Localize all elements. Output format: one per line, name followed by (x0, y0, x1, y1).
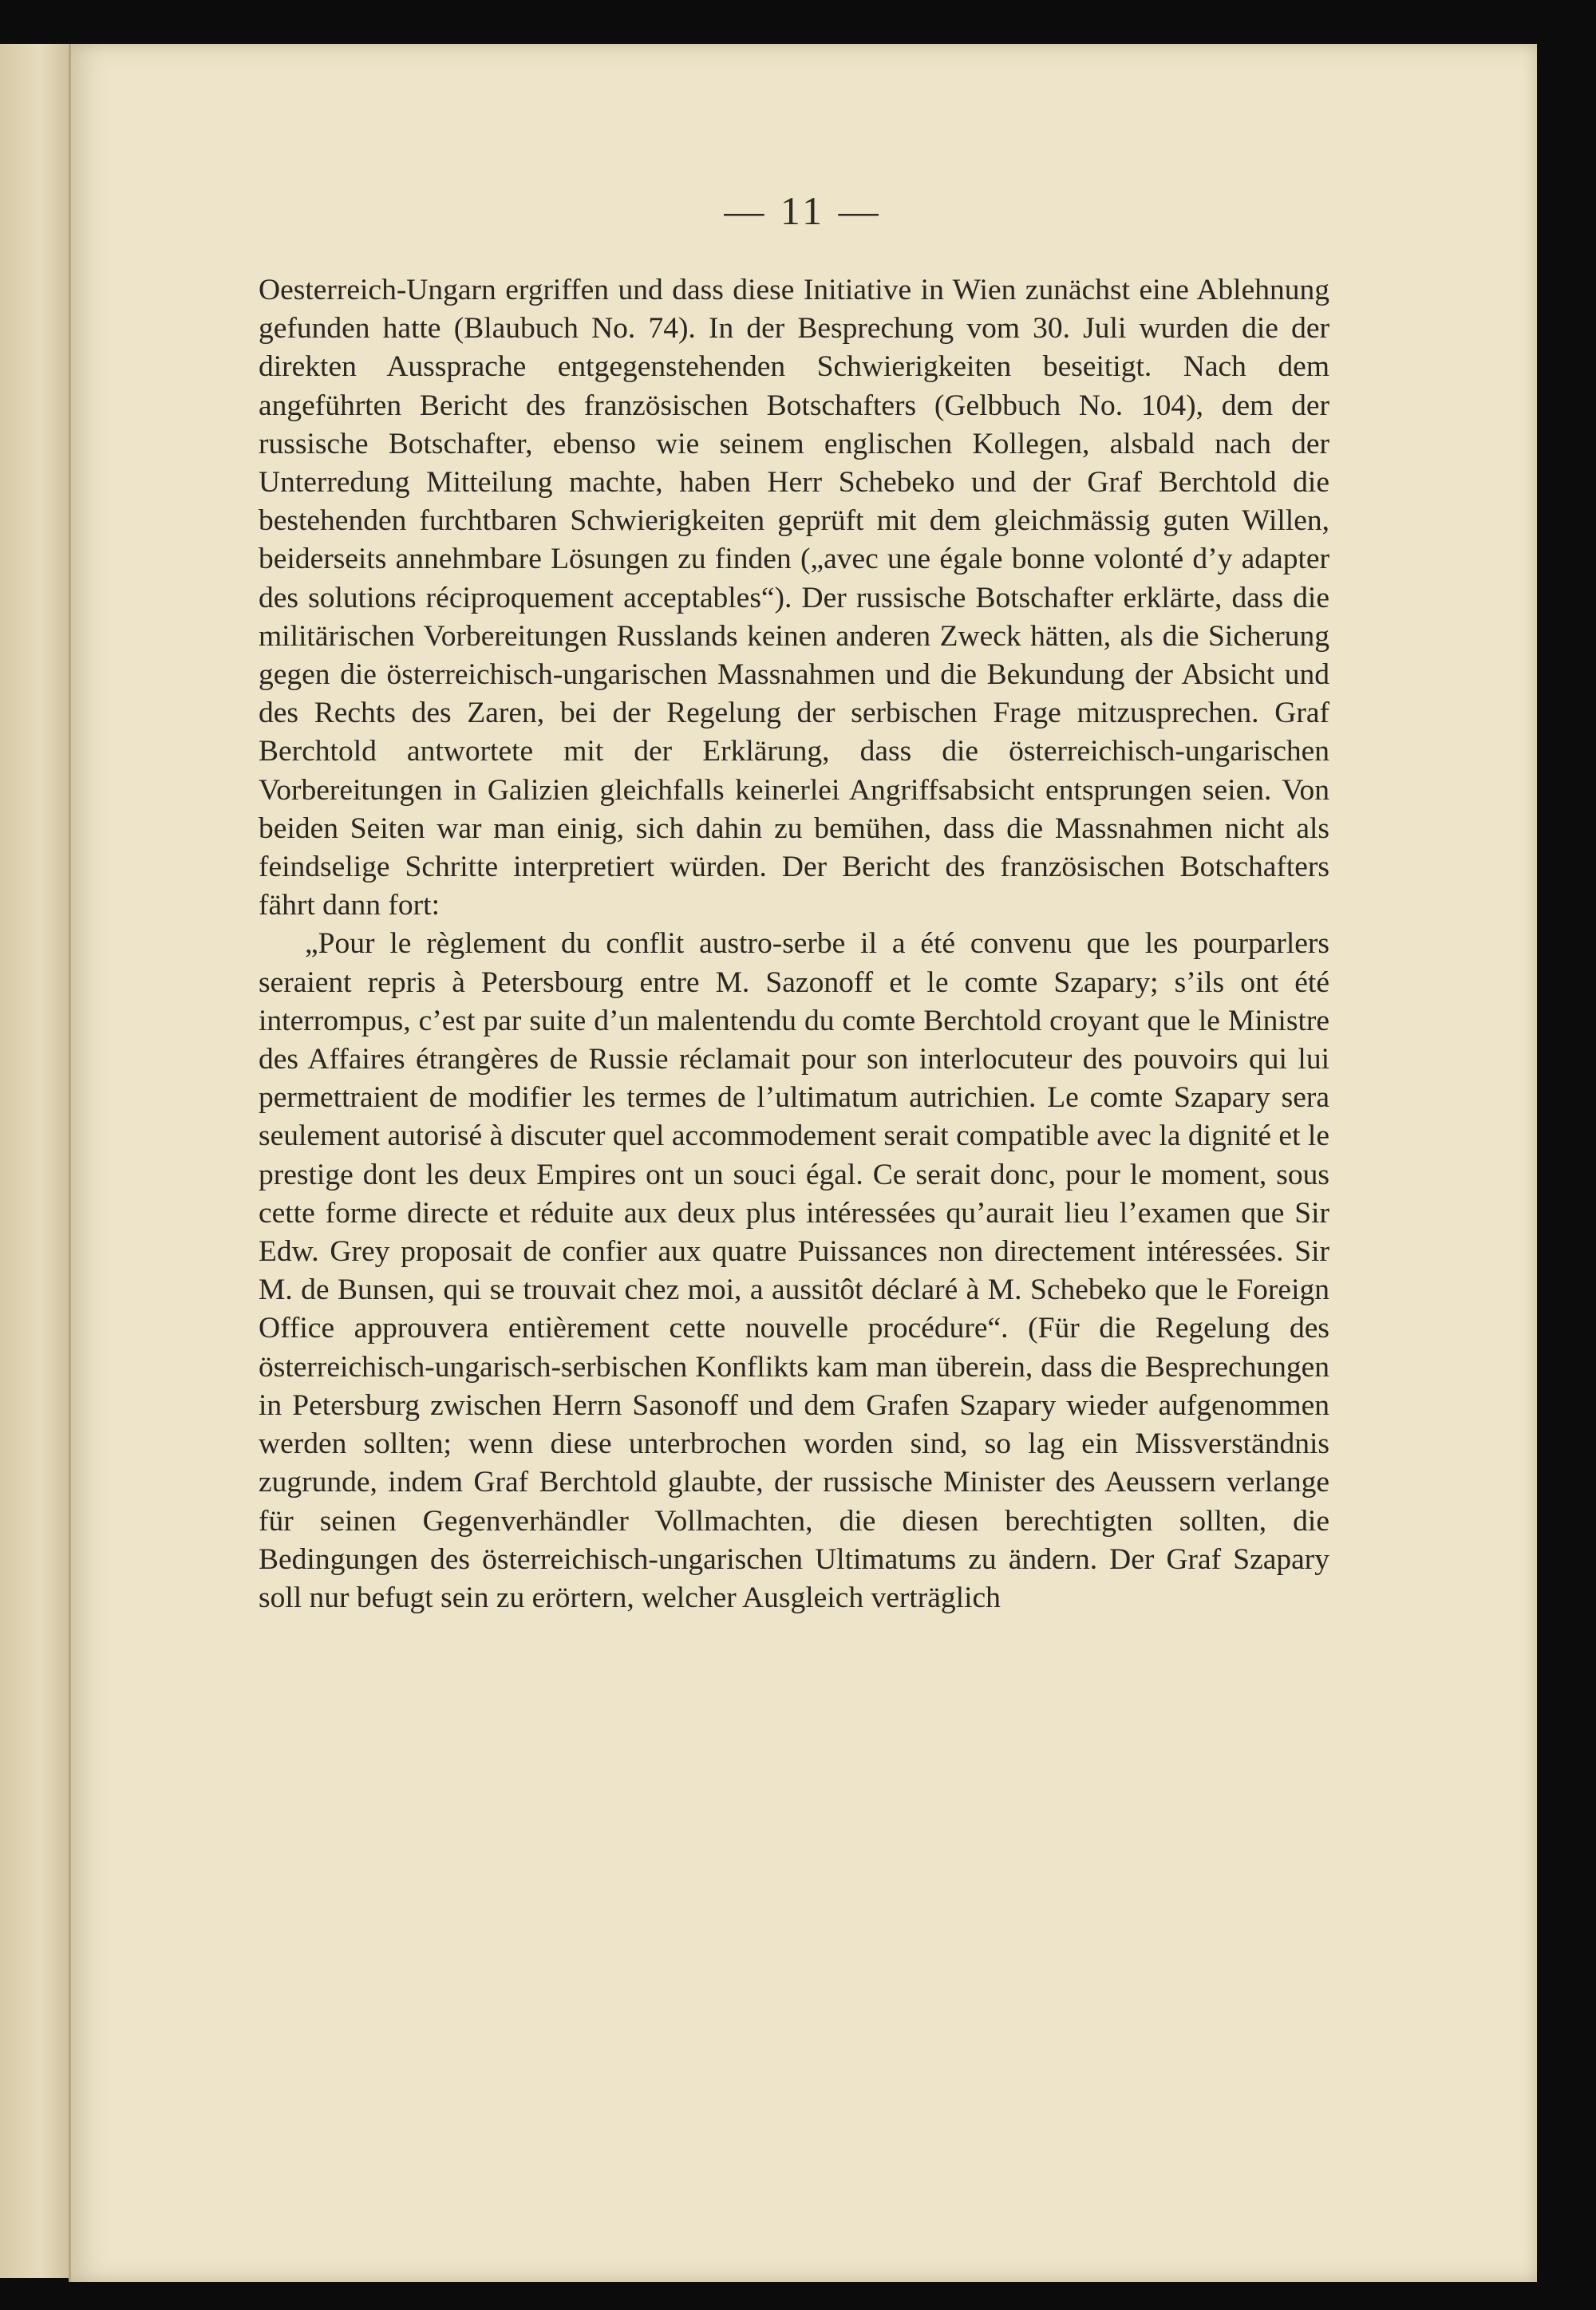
page-gutter-line (69, 44, 71, 2282)
previous-page-edge (0, 44, 69, 2278)
book-page (69, 44, 1537, 2282)
paragraph-1: Oesterreich-Ungarn ergriffen und dass diese Initiative in Wien zunächst eine Ablehnung gefunden hatte (Blaubuch No. 74). In der Besprechung vom 30. Juli wurden die der direkten Aussprache entgegenstehenden Schwierigkeiten beseitigt. Nach dem angeführten Bericht des französischen Botschafters (Gelbbuch No. 104), dem der russische Botschafter, ebenso wie seinem englischen Kollegen, alsbald nach der Unterredung Mitteilung machte, haben Herr Schebeko und der Graf Berchtold die bestehenden furchtbaren Schwierigkeiten geprüft mit dem gleichmässig guten Willen, beiderseits annehmbare Lösungen zu finden („avec une égale bonne volonté d’y adapter des solutions réciproquement acceptables“). Der russische Botschafter erklärte, dass die militärischen Vorbereitungen Russlands keinen anderen Zweck hätten, als die Sicherung gegen die österreichisch-ungarischen Massnahmen und die Bekundung der Absicht und des Rechts des Zaren, bei der Regelung der serbischen Frage mitzusprechen. Graf Berchtold antwortete mit der Erklärung, dass die österreichisch-ungarischen Vorbereitungen in Galizien gleichfalls keinerlei Angriffsabsicht entsprungen seien. Von beiden Seiten war man einig, sich dahin zu bemühen, dass die Massnahmen nicht als feindselige Schritte interpretiert würden. Der Bericht des französischen Botschafters fährt dann fort: (259, 274, 1329, 922)
paragraph-2-quotation: „Pour le règlement du conflit austro-serbe il a été convenu que les pourparlers seraient repris à Petersbourg entre M. Sazonoff et le comte Szapary; s’ils ont été interrompus, c’est par suite d’un malentendu du comte Berchtold croyant que le Ministre des Affaires étrangères de Russie réclamait pour son interlocuteur des pouvoirs qui lui permettraient de modifier les termes de l’ultimatum autrichien. Le comte Szapary sera seulement autorisé à discuter quel accommodement serait compatible avec la dignité et le prestige dont les deux Empires ont un souci égal. Ce serait donc, pour le moment, sous cette forme directe et réduite aux deux plus intéressées qu’aurait lieu l’examen que Sir Edw. Grey proposait de confier aux quatre Puissances non directement intéressées. Sir M. de Bunsen, qui se trouvait chez moi, a aussitôt déclaré à M. Schebeko que le Foreign Office approuvera entièrement cette nouvelle procédure“. (Für die Regelung des österreichisch-ungarisch-serbischen Konflikts kam man überein, dass die Besprechungen in Petersburg zwischen Herrn Sasonoff und dem Grafen Szapary wieder aufgenommen werden sollten; wenn diese unterbrochen worden sind, so lag ein Missverständnis zugrunde, indem Graf Berchtold glaubte, der russische Minister des Aeussern verlange für seinen Gegenverhändler Vollmachten, die diesen berechtigten sollten, die Bedingungen des österreichisch-ungarischen Ultimatums zu ändern. Der Graf Szapary soll nur befugt sein zu erörtern, welcher Ausgleich verträglich (259, 927, 1329, 1614)
page-number: — 11 — (724, 188, 882, 233)
body-text (259, 271, 1329, 1617)
